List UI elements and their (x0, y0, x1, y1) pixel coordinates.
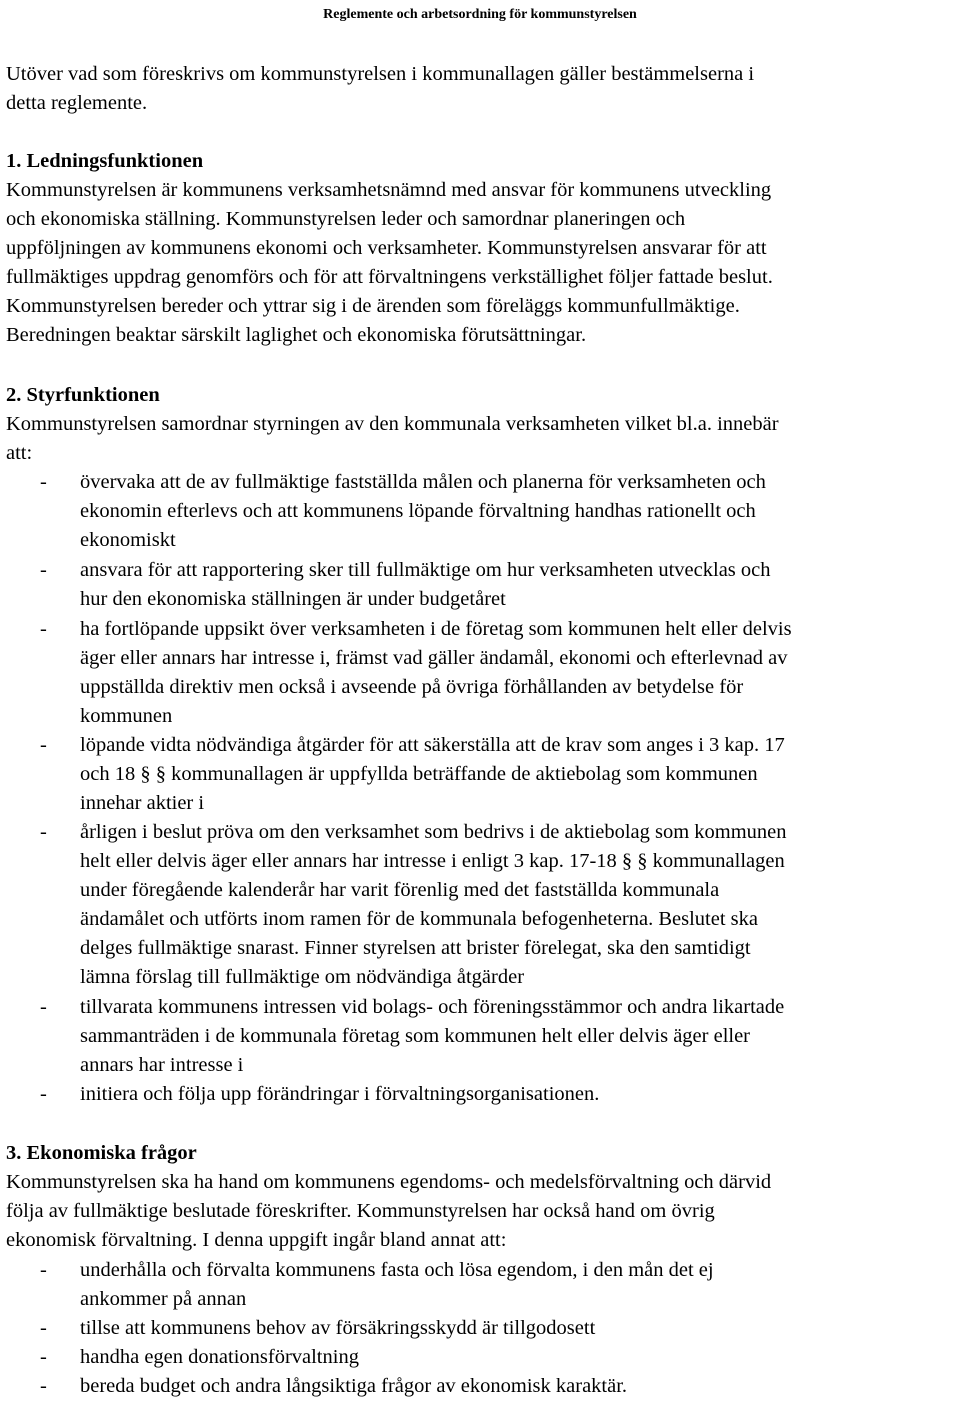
list-item-line: ankommer på annan (80, 1288, 247, 1310)
section-2-line: att: (6, 442, 33, 464)
intro-line: Utöver vad som föreskrivs om kommunstyrelsen i kommunallagen gäller bestämmelserna i (6, 63, 755, 85)
section-3-line: Kommunstyrelsen ska ha hand om kommunens egendoms- och medelsförvaltning och därvid (6, 1171, 772, 1193)
list-item-line: sammanträden i de kommunala företag som kommunen helt eller delvis äger eller (80, 1025, 751, 1047)
list-bullet: - (40, 471, 47, 493)
list-item-line: årligen i beslut pröva om den verksamhet som bedrivs i de aktiebolag som kommunen (80, 821, 787, 843)
list-item-line: initiera och följa upp förändringar i förvaltningsorganisationen. (80, 1083, 600, 1105)
document-title: Reglemente och arbetsordning för kommunstyrelsen (323, 7, 637, 22)
list-bullet: - (40, 734, 47, 756)
list-item-line: tillse att kommunens behov av försäkringsskydd är tillgodosett (80, 1317, 596, 1339)
section-1-line: Beredningen beaktar särskilt laglighet och ekonomiska förutsättningar. (6, 324, 587, 346)
intro-line: detta reglemente. (6, 92, 148, 114)
list-item-line: löpande vidta nödvändiga åtgärder för att säkerställa att de krav som anges i 3 kap. 17 (80, 734, 785, 756)
list-item-line: handha egen donationsförvaltning (80, 1346, 359, 1368)
section-1-line: uppföljningen av kommunens ekonomi och verksamheter. Kommunstyrelsen ansvarar för att (6, 237, 767, 259)
list-item-line: innehar aktier i (80, 792, 205, 814)
list-item-line: hur den ekonomiska ställningen är under budgetåret (80, 588, 506, 610)
list-bullet: - (40, 1083, 47, 1105)
list-item-line: helt eller delvis äger eller annars har intresse i enligt 3 kap. 17-18 § § kommunallagen (80, 850, 785, 872)
list-item-line: ekonomiskt (80, 529, 176, 551)
list-item-line: under föregående kalenderår har varit förenlig med det fastställda kommunala (80, 879, 720, 901)
list-item-line: kommunen (80, 705, 173, 727)
list-bullet: - (40, 996, 47, 1018)
list-bullet: - (40, 1375, 47, 1397)
section-2-line: Kommunstyrelsen samordnar styrningen av den kommunala verksamheten vilket bl.a. innebär (6, 413, 779, 435)
section-3-heading: 3. Ekonomiska frågor (6, 1142, 197, 1164)
list-bullet: - (40, 1317, 47, 1339)
list-item-line: ansvara för att rapportering sker till fullmäktige om hur verksamheten utvecklas och (80, 559, 771, 581)
list-item-line: bereda budget och andra långsiktiga frågor av ekonomisk karaktär. (80, 1375, 628, 1397)
list-bullet: - (40, 1346, 47, 1368)
section-3-line: följa av fullmäktige beslutade föreskrifter. Kommunstyrelsen har också hand om övrig (6, 1200, 715, 1222)
list-item-line: tillvarata kommunens intressen vid bolags- och föreningsstämmor och andra likartade (80, 996, 785, 1018)
list-item-line: underhålla och förvalta kommunens fasta och lösa egendom, i den mån det ej (80, 1259, 714, 1281)
section-3-line: ekonomisk förvaltning. I denna uppgift ingår bland annat att: (6, 1229, 507, 1251)
list-item-line: ekonomin efterlevs och att kommunens löpande förvaltning handhas rationellt och (80, 500, 756, 522)
section-1-heading: 1. Ledningsfunktionen (6, 150, 204, 172)
list-bullet: - (40, 559, 47, 581)
list-item-line: äger eller annars har intresse i, främst vad gäller ändamål, ekonomi och efterlevnad av (80, 647, 788, 669)
list-item-line: övervaka att de av fullmäktige fastställda målen och planerna för verksamheten och (80, 471, 766, 493)
list-item-line: ha fortlöpande uppsikt över verksamheten i de företag som kommunen helt eller delvis (80, 618, 792, 640)
list-item-line: lämna förslag till fullmäktige om nödvändiga åtgärder (80, 966, 525, 988)
list-bullet: - (40, 821, 47, 843)
section-1-line: och ekonomiska ställning. Kommunstyrelsen leder och samordnar planeringen och (6, 208, 686, 230)
list-bullet: - (40, 618, 47, 640)
list-item-line: ändamålet och utförts inom ramen för de kommunala befogenheterna. Beslutet ska (80, 908, 758, 930)
section-1-line: Kommunstyrelsen är kommunens verksamhetsnämnd med ansvar för kommunens utveckling (6, 179, 772, 201)
list-item-line: och 18 § § kommunallagen är uppfyllda beträffande de aktiebolag som kommunen (80, 763, 758, 785)
list-bullet: - (40, 1259, 47, 1281)
list-item-line: delges fullmäktige snarast. Finner styrelsen att brister förelegat, ska den samtidigt (80, 937, 751, 959)
section-1-line: fullmäktiges uppdrag genomförs och för att förvaltningens verkställighet följer fattade beslut. (6, 266, 773, 288)
list-item-line: annars har intresse i (80, 1054, 244, 1076)
section-1-line: Kommunstyrelsen bereder och yttrar sig i de ärenden som föreläggs kommunfullmäktige. (6, 295, 740, 317)
list-item-line: uppställda direktiv men också i avseende på övriga förhållanden av betydelse för (80, 676, 744, 698)
section-2-heading: 2. Styrfunktionen (6, 384, 160, 406)
